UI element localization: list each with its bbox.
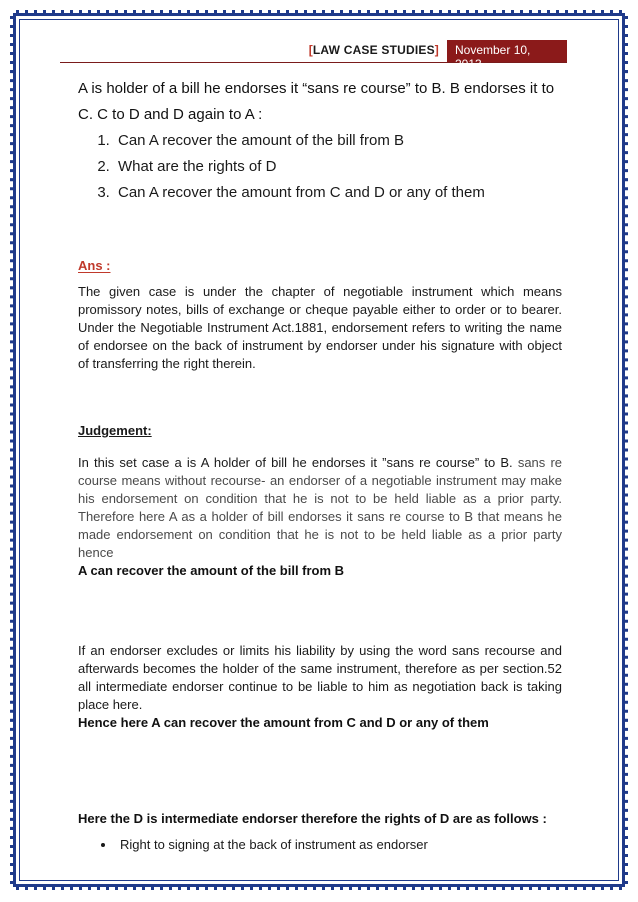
judgement-lead: In this set case a is A holder of bill he endorses it ”sans re course” to B. xyxy=(78,455,513,470)
question-item: 3. Can A recover the amount from C and D or any of them xyxy=(114,180,562,206)
header-bracket-close: ] xyxy=(434,43,439,57)
second-conclusion: Hence here A can recover the amount from C and D or any of them xyxy=(78,715,489,730)
rights-heading: Here the D is intermediate endorser therefore the rights of D are as follows : xyxy=(78,811,547,826)
second-paragraph: If an endorser excludes or limits his liability by using the word sans recourse and afterwards becomes the holder of the same instrument, therefore as per section.52 all intermediate endorser continue to be liable to him as negotiation back is taking place here. xyxy=(78,643,562,712)
rights-item: • Right to signing at the back of instrument as endorser xyxy=(116,836,562,854)
document-body xyxy=(78,76,562,854)
page-header xyxy=(60,40,567,71)
header-title-text: LAW CASE STUDIES xyxy=(312,43,435,57)
answer-heading: Ans : xyxy=(78,258,111,273)
judgement-paragraph xyxy=(78,454,562,562)
judgement-conclusion: A can recover the amount of the bill from B xyxy=(78,563,345,578)
rights-list xyxy=(78,836,562,854)
question-intro: A is holder of a bill he endorses it “sans re course” to B. B endorses it to C. C to D and D again to A : xyxy=(78,80,555,123)
question-list xyxy=(78,128,562,206)
judgement-heading: Judgement: xyxy=(78,423,152,438)
answer-paragraph: The given case is under the chapter of negotiable instrument which means promissory notes, bills of exchange or cheque payable either to order or to bearer. Under the Negotiable Instrument Act.1881, endorsement refers to writing the name of endorsee on the back of instrument by endorser under his signature with object of transferring the right therein. xyxy=(78,284,562,371)
question-item: 1. Can A recover the amount of the bill from B xyxy=(114,128,562,154)
judgement-body: sans re course means without recourse- an endorser of a negotiable instrument may make his endorsement on condition that he is not to be held liable as a prior party. Therefore here A as a holder of bill endorses it sans re course to B that means he made endorsement on condition that he is not to be held liable as a prior party hence xyxy=(78,455,563,560)
question-item: 2. What are the rights of D xyxy=(114,154,562,180)
header-bracket-open: [ xyxy=(308,43,313,57)
header-title xyxy=(309,40,447,62)
header-date: November 10, 2013 xyxy=(447,40,567,62)
